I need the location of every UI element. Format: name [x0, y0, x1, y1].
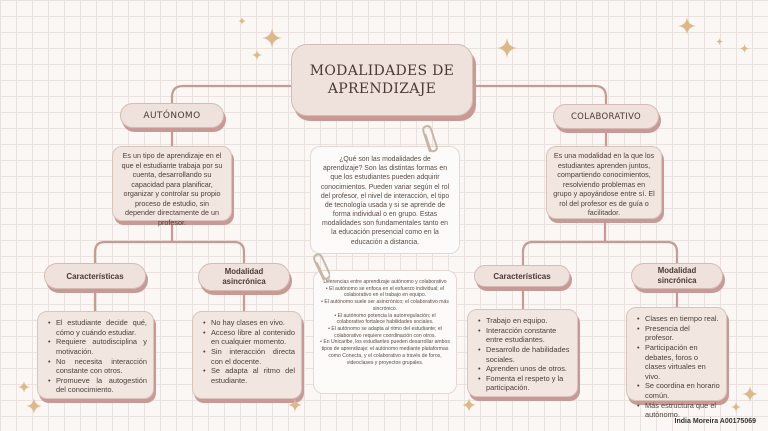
autonomo-description: Es un tipo de aprendizaje en el que el estudiante trabaja por su cuenta, desarrollando su capacidad para planificar, organizar y controlar su propio proceso de estudio, sin depender directamente de un profesor.	[121, 151, 223, 228]
differences-box	[313, 270, 457, 394]
sparkle-icon	[716, 38, 723, 45]
paperclip-icon	[420, 124, 438, 154]
list-item: • Participación en debates, foros o clases virtuales en vivo.	[645, 343, 720, 382]
list-item: • El estudiante decide qué, cómo y cuándo estudiar.	[56, 318, 147, 337]
list-item: • Requiere autodisciplina y motivación.	[56, 337, 147, 356]
asincronica-heading-box	[198, 263, 290, 291]
list-item: • Desarrollo de habilidades sociales.	[486, 345, 571, 364]
difference-item: • El autónomo se adapta al ritmo del estudiante; el colaborativo requiere coordinación con otros.	[328, 326, 442, 339]
list-item: • No necesita interacción constante con otros.	[56, 357, 147, 376]
difference-item: • En Unicaribe, los estudiantes pueden desarrollar ambos tipos de aprendizaje: el autónomo mediante plataformas como Conecta, y el colaborativo a través de foros, videoclases y proyectos grupales.	[320, 339, 450, 366]
list-item: • Fomenta el respeto y la participación.	[486, 374, 571, 393]
sparkle-icon	[742, 386, 758, 402]
list-item: • Interacción constante entre estudiantes.	[486, 326, 571, 345]
author-footer: India Moreira A00175069	[674, 418, 756, 425]
asincronica-heading: Modalidad asincrónica	[222, 267, 266, 286]
list-item: • Más estructura que el autónomo.	[645, 401, 720, 420]
difference-item: • El autónomo potencia la autorregulación; el colaborativo fortalece habilidades sociales.	[334, 312, 436, 326]
sparkle-icon	[740, 44, 749, 53]
sincronica-heading: Modalidad sincrónica	[657, 266, 697, 285]
sparkle-icon	[238, 17, 246, 25]
differences-title: Diferencias entre aprendizaje autónomo y colaborativo	[323, 279, 447, 285]
colaborativo-description-box	[546, 146, 662, 219]
paperclip-icon	[312, 252, 330, 282]
sparkle-icon	[288, 398, 302, 412]
colaborativo-description: Es una modalidad en la que los estudiantes aprenden juntos, compartiendo conocimientos, resolviendo problemas en grupo y apoyándose entre sí. El rol del profesor es de guía o facilitador.	[553, 151, 655, 218]
sparkle-icon	[26, 398, 42, 414]
title-box	[291, 44, 473, 116]
sparkle-icon	[462, 398, 476, 412]
sparkle-icon	[252, 50, 262, 60]
connector-title-autonomo	[172, 86, 291, 103]
sparkle-icon	[731, 402, 741, 412]
autonomo-heading: AUTÓNOMO	[143, 110, 201, 121]
asincronica-list	[199, 318, 295, 385]
colaborativo-heading-box	[553, 104, 659, 129]
right-characteristics-list-box	[467, 309, 578, 397]
autonomo-heading-box	[120, 103, 224, 128]
connector-title-colaborativo	[473, 86, 606, 104]
difference-item: • El autónomo se enfoca en el esfuerzo individual; el colaborativo en el trabajo en equipo.	[325, 285, 445, 299]
list-item: • Presencia del profesor.	[645, 324, 720, 343]
autonomo-description-box	[112, 146, 232, 228]
definition-text: ¿Qué son las modalidades de aprendizaje? Son las distintas formas en que los estudiantes pueden adquirir conocimientos. Pueden variar según el rol del profesor, el nivel de interacción, el tipo de tecnología usada y si se aprende de forma individual o en grupo. Estas modalidades son fundamentales tanto en la educación presencial como en la educación a distancia.	[320, 156, 450, 246]
definition-box	[310, 146, 460, 254]
list-item: • Acceso libre al contenido en cualquier momento.	[211, 328, 295, 347]
left-characteristics-list	[44, 318, 147, 395]
sincronica-heading-box	[631, 263, 723, 289]
sincronica-list-box	[626, 307, 727, 420]
sparkle-icon	[678, 17, 696, 35]
sparkle-icon	[18, 381, 30, 393]
list-item: • Sin interacción directa con el docente.	[211, 347, 295, 366]
page-title: MODALIDADES DE APRENDIZAJE	[309, 62, 455, 97]
list-item: • Clases en tiempo real.	[645, 314, 720, 324]
connector-right-split	[523, 221, 677, 265]
list-item: • Se adapta al ritmo del estudiante.	[211, 366, 295, 385]
list-item: • Trabajo en equipo.	[486, 316, 571, 326]
left-characteristics-list-box	[37, 311, 154, 399]
list-item: • Aprenden unos de otros.	[486, 364, 571, 374]
right-characteristics-heading-box	[474, 265, 570, 287]
left-characteristics-heading-box	[44, 263, 146, 289]
list-item: • Se coordina en horario común.	[645, 381, 720, 400]
list-item: • No hay clases en vivo.	[211, 318, 295, 328]
sparkle-icon	[262, 28, 282, 48]
list-item: • Promueve la autogestión del conocimiento.	[56, 376, 147, 395]
left-characteristics-heading: Características	[66, 271, 124, 281]
sparkle-icon	[497, 38, 517, 58]
right-characteristics-list	[474, 316, 571, 393]
colaborativo-heading: COLABORATIVO	[570, 111, 642, 122]
sincronica-list	[633, 314, 720, 420]
right-characteristics-heading: Características	[493, 271, 551, 281]
difference-item: • El autónomo suele ser asincrónico; el colaborativo más sincrónico.	[321, 299, 449, 312]
connector-left-split	[95, 222, 244, 263]
asincronica-list-box	[192, 311, 302, 399]
